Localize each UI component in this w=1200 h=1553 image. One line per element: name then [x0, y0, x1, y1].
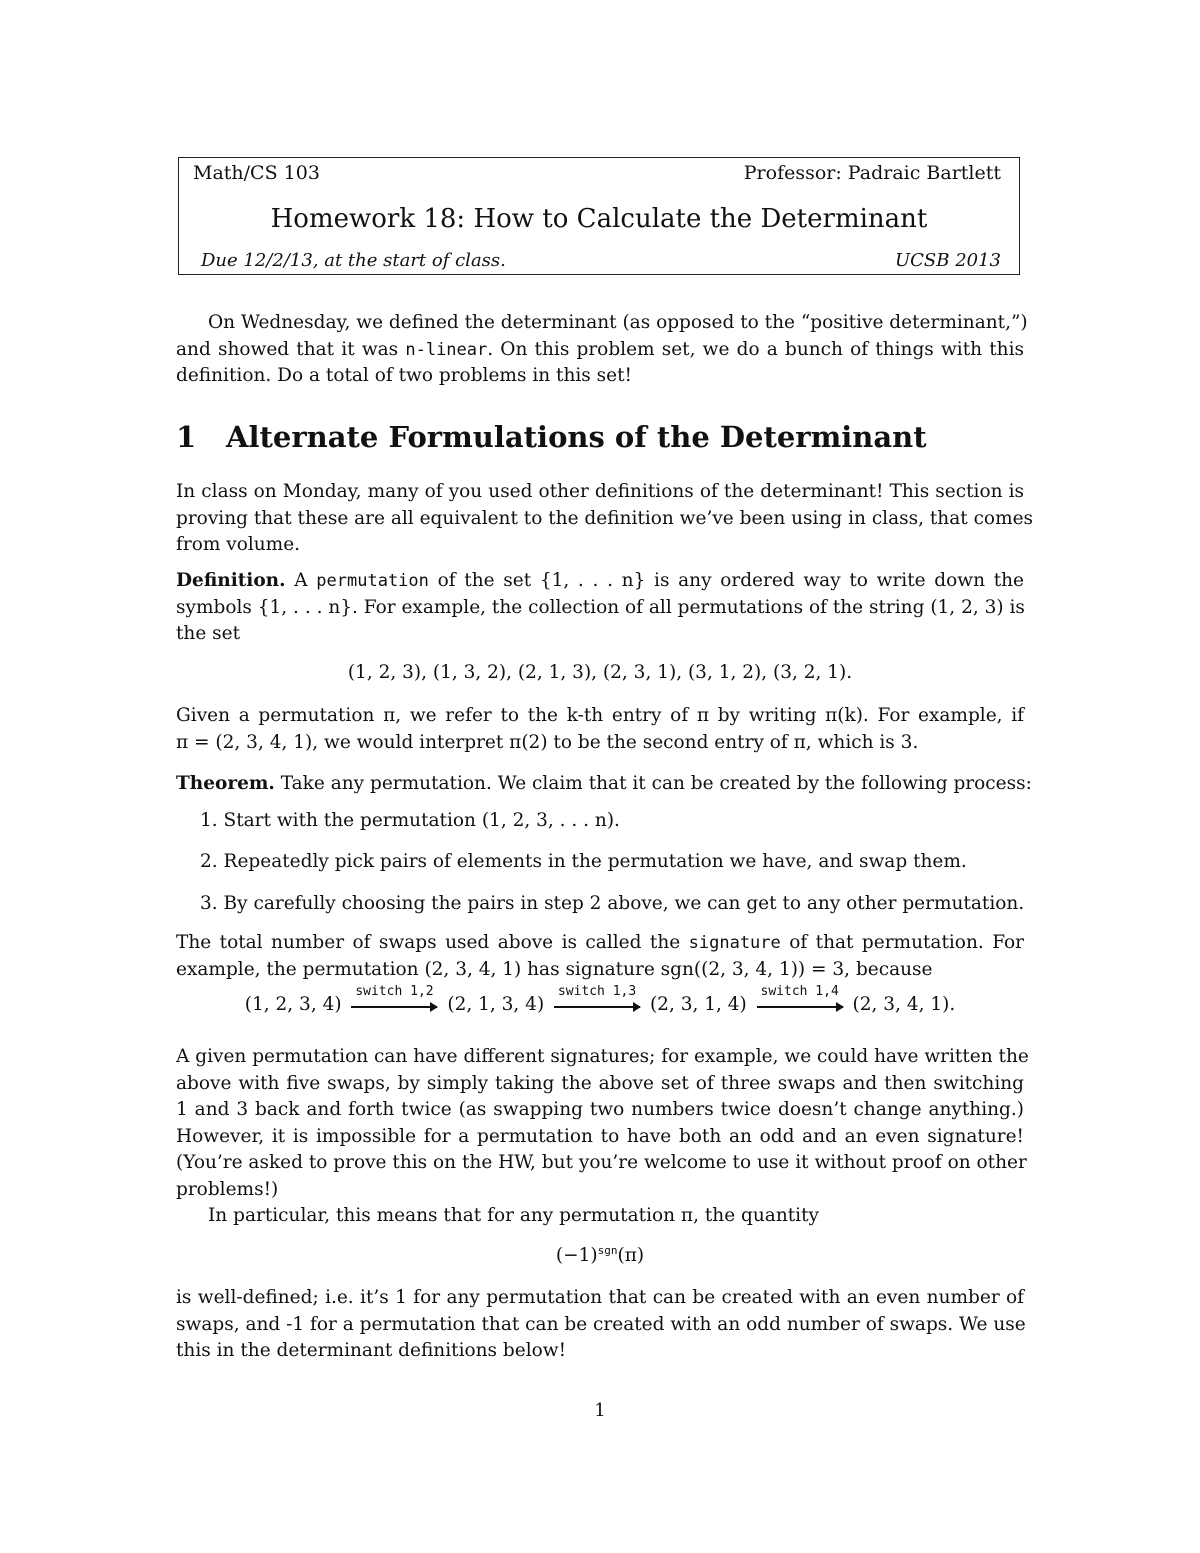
permutation-notation-paragraph: Given a permutation π, we refer to the k-th entry of π by writing π(k). For example, if π = (2, 3, 4, 1), we would interpret π(2) to be the second entry of π, which is 3.: [176, 705, 1024, 753]
permutation-set-equation: (1, 2, 3), (1, 3, 2), (2, 1, 3), (2, 3, 1), (3, 1, 2), (3, 2, 1).: [347, 662, 853, 683]
section-title: Alternate Formulations of the Determinant: [226, 420, 927, 454]
intro-line: definition. Do a total of two problems in this set!: [176, 365, 632, 386]
signature-term: signature: [688, 933, 781, 953]
homework-title: Homework 18: How to Calculate the Determinant: [270, 204, 928, 234]
page-number: 1: [594, 1400, 606, 1421]
theorem-paragraph: Theorem. Take any permutation. We claim that it can be created by the following process:: [176, 773, 1032, 794]
tuple: (2, 3, 1, 4): [649, 994, 747, 1015]
definition-label: Definition.: [176, 570, 286, 591]
section-heading: [176, 420, 927, 454]
section-number: 1: [176, 420, 197, 454]
definition-paragraph: Definition. A permutation of the set {1, . . . n} is any ordered way to write down the symbols {1, . . . n}. For example, the collection of all permutations of the string (1, 2, 3) is the set: [176, 570, 1025, 644]
school-year: UCSB 2013: [894, 250, 1001, 271]
intro-line: and showed that it was n-linear. On this problem set, we do a bunch of things with this: [176, 338, 1024, 360]
swap-chain-equation: [176, 984, 1024, 1015]
switch-arrow: [757, 984, 843, 1008]
list-item: 3. By carefully choosing the pairs in step 2 above, we can get to any other permutation.: [200, 893, 1025, 914]
sgn-exponent: sgn: [597, 1244, 618, 1257]
switch-arrow: [554, 984, 640, 1008]
intro-line: On Wednesday, we defined the determinant (as opposed to the “positive determinant,”): [208, 312, 1028, 333]
list-item: 2. Repeatedly pick pairs of elements in the permutation we have, and swap them.: [200, 851, 967, 872]
switch-arrow: [351, 984, 437, 1008]
tuple: (2, 3, 4, 1).: [852, 994, 956, 1015]
arrow-label: switch 1,3: [557, 984, 637, 1000]
well-defined-paragraph: is well-defined; i.e. it’s 1 for any permutation that can be created with an even number of swaps, and -1 for a permutation that can be created with an odd number of swaps. We use this in the determinant definitions below!: [176, 1287, 1026, 1361]
sign-formula: $(-1)^{sgn}(\pi)$: [555, 1244, 645, 1267]
tuple: (2, 1, 3, 4): [447, 994, 545, 1015]
professor-name: Professor: Padraic Bartlett: [743, 162, 1001, 184]
signature-paragraph: The total number of swaps used above is called the signature of that permutation. For example, the permutation (2, 3, 4, 1) has signature sgn((2, 3, 4, 1)) = 3, because: [176, 932, 1024, 980]
due-date: Due 12/2/13, at the start of class.: [201, 250, 506, 271]
theorem-label: Theorem.: [176, 773, 275, 794]
header-box: [178, 157, 1020, 275]
tuple: (1, 2, 3, 4): [244, 994, 342, 1015]
signature-discussion-paragraph: A given permutation can have different signatures; for example, we could have written the above with five swaps, by simply taking the above set of three swaps and then switching 1 and 3 back and forth twice (as swapping two numbers twice doesn’t change anything.) However, it is impossible for a permutation to have both an odd and an even signature! (You’re asked to prove this on the HW, but you’re welcome to use it without proof on other problems!) In particular, this means that for any permutation π, the quantity: [176, 1046, 1029, 1226]
section-intro-paragraph: In class on Monday, many of you used other definitions of the determinant! This section is proving that these are all equivalent to the definition we’ve been using in class, that comes from volume.: [176, 481, 1034, 555]
permutation-term: permutation: [316, 571, 429, 591]
course-name: Math/CS 103: [193, 162, 320, 184]
arrow-label: switch 1,4: [760, 984, 839, 1000]
list-item: 1. Start with the permutation (1, 2, 3, . . . n).: [200, 810, 620, 831]
n-linear-term: n-linear: [405, 339, 488, 360]
intro-paragraph: [176, 310, 1028, 390]
arrow-label: switch 1,2: [355, 984, 434, 1000]
